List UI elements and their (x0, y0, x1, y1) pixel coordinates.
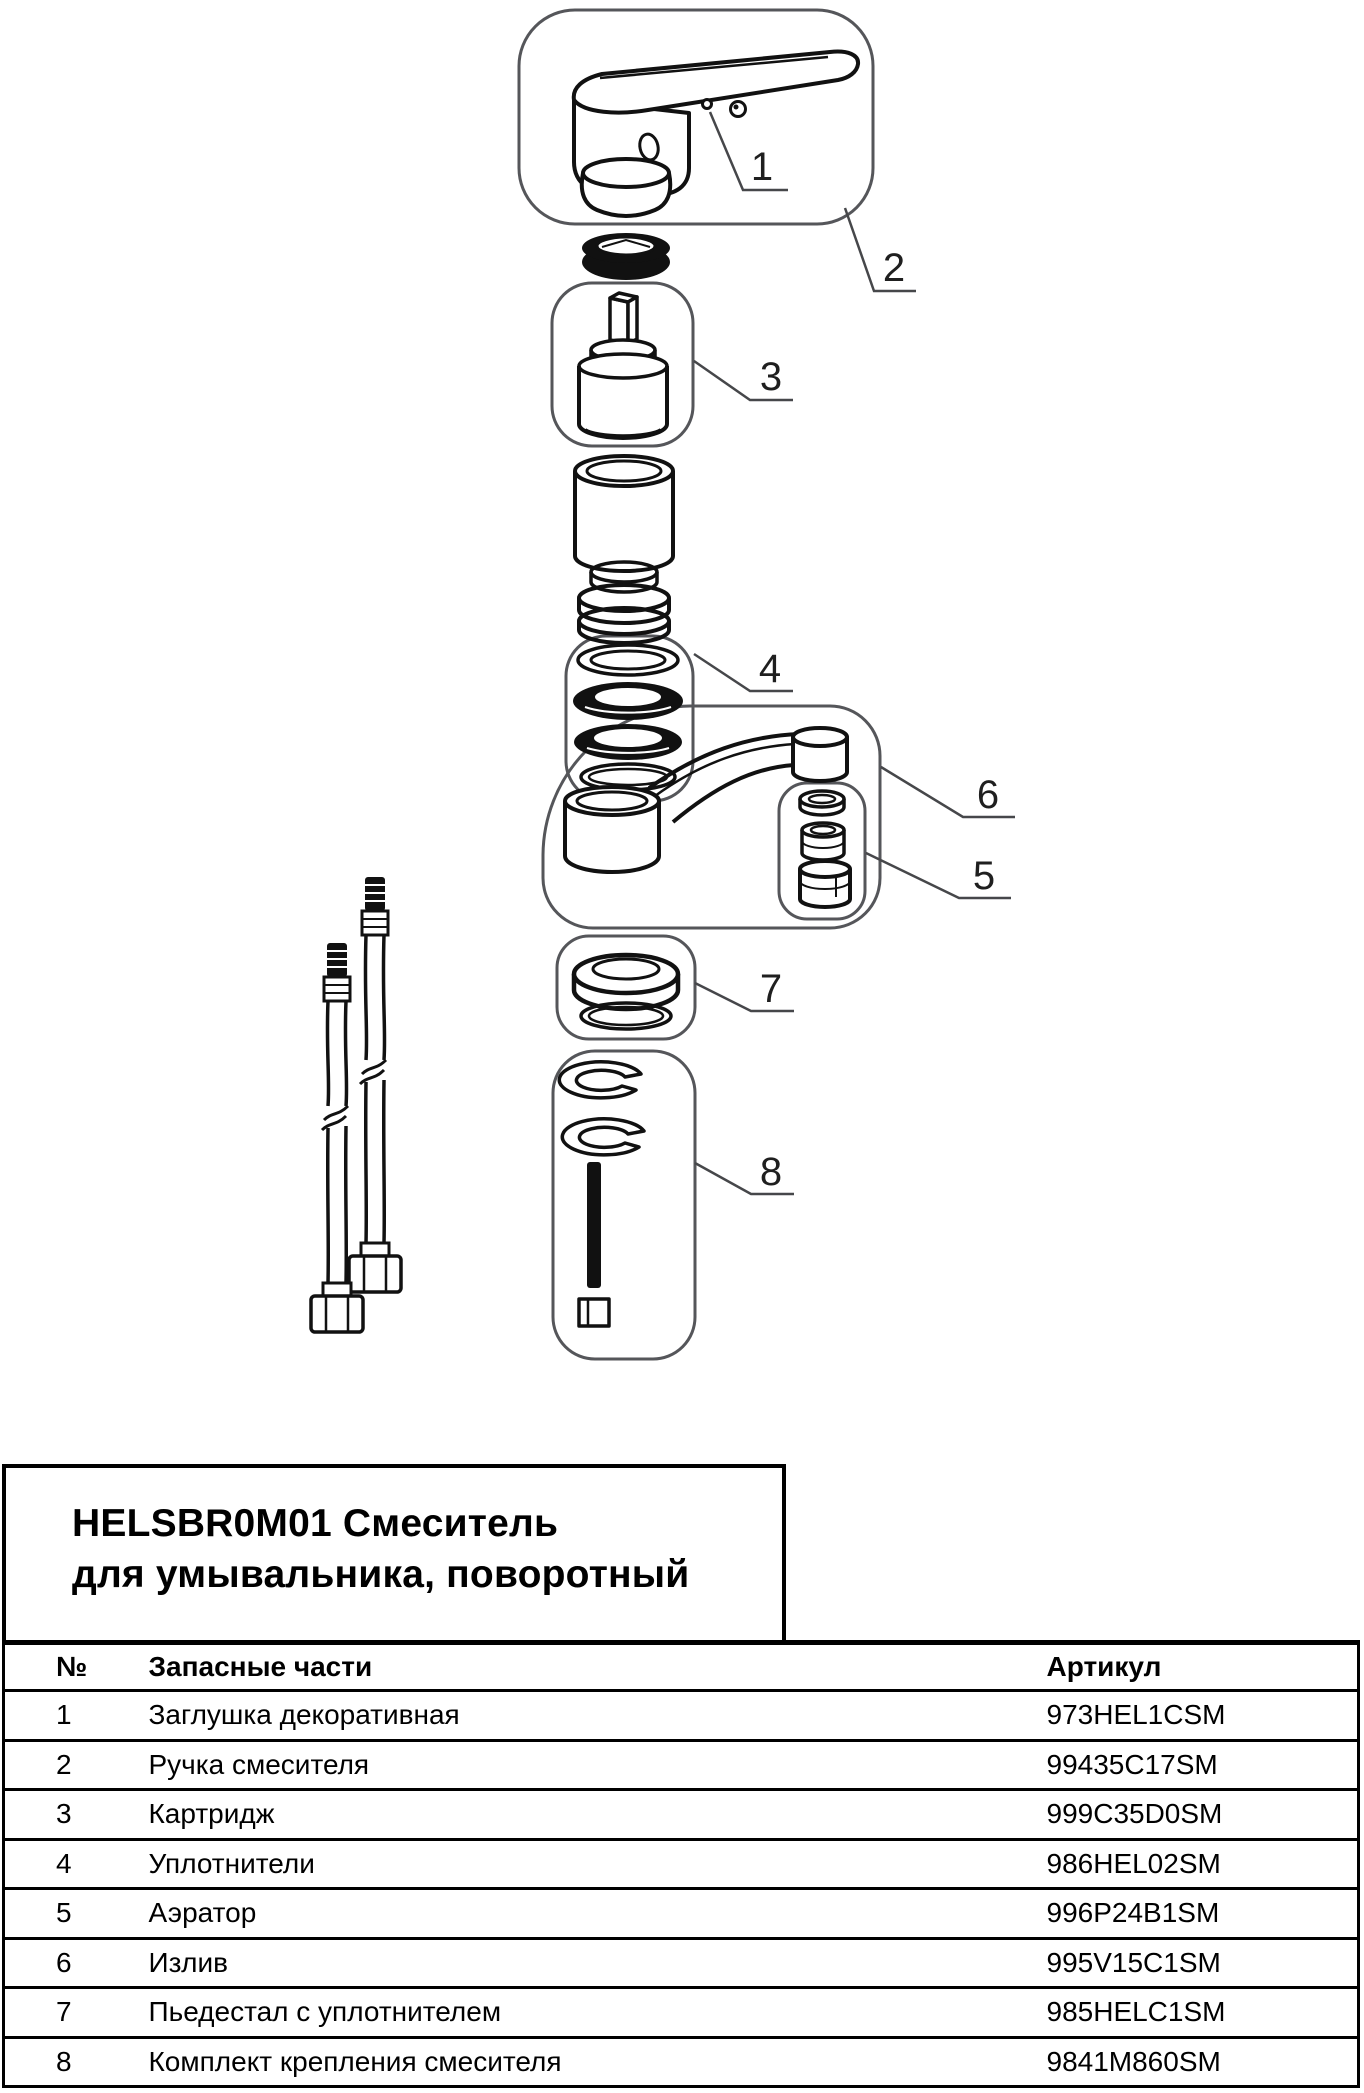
cell-name: Излив (148, 1946, 229, 1978)
cell-article: 973HEL1CSM (1046, 1699, 1226, 1731)
cell-name: Заглушка декоративная (148, 1699, 460, 1731)
decorative-plug-dots (703, 100, 746, 117)
threaded-stud (587, 1162, 601, 1288)
cell-name: Уплотнители (148, 1847, 315, 1879)
seal-rings (573, 645, 683, 790)
cell-num: 8 (56, 2045, 72, 2077)
callout-7-label: 7 (759, 967, 783, 1011)
table-row (4, 1839, 1359, 1889)
product-title-line1: HELSBR0M01 Смеситель (72, 1502, 559, 1545)
retaining-clip (559, 1062, 641, 1098)
header-name: Запасные части (148, 1651, 373, 1682)
table-header-row (4, 1643, 1359, 1691)
callout-6-label: 6 (976, 773, 1000, 817)
table-row (4, 1938, 1359, 1988)
table-row (4, 1988, 1359, 2038)
callout-2-label: 2 (882, 246, 906, 290)
table-row (4, 1740, 1359, 1790)
spare-parts-table (2, 1640, 1360, 2088)
pedestal-parts (574, 955, 678, 1029)
table-row (4, 1691, 1359, 1741)
cell-article: 999C35D0SM (1046, 1798, 1223, 1830)
table-row (4, 1889, 1359, 1939)
callout-4-label: 4 (758, 647, 782, 691)
cell-article: 996P24B1SM (1046, 1897, 1220, 1929)
table-row (4, 1790, 1359, 1840)
cell-article: 99435C17SM (1046, 1748, 1218, 1780)
callout-1-label: 1 (750, 145, 774, 189)
cell-num: 5 (56, 1897, 72, 1929)
cell-article: 9841M860SM (1046, 2045, 1221, 2077)
cell-name: Аэратор (148, 1897, 257, 1929)
table-row (4, 2037, 1359, 2087)
supply-hose (349, 877, 401, 1292)
cell-name: Пьедестал с уплотнителем (148, 1996, 502, 2028)
handle-dome-cap (582, 159, 670, 216)
supply-hoses (311, 877, 401, 1332)
cell-num: 6 (56, 1946, 72, 1978)
handle-nut-ring (582, 233, 670, 280)
callout-8-label: 8 (759, 1150, 783, 1194)
cell-num: 2 (56, 1748, 72, 1780)
mounting-nut (579, 1299, 609, 1326)
cell-num: 1 (56, 1699, 72, 1731)
cell-article: 995V15C1SM (1046, 1946, 1221, 1978)
aerator-parts (800, 791, 850, 907)
mounting-kit-parts (559, 1062, 644, 1326)
cell-num: 4 (56, 1847, 72, 1879)
cell-name: Ручка смесителя (148, 1748, 370, 1780)
callout-5-label: 5 (972, 854, 996, 898)
product-title-line2: для умывальника, поворотный (72, 1553, 690, 1596)
title-block (2, 1464, 786, 1640)
cell-name: Комплект крепления смесителя (148, 2045, 562, 2077)
cell-num: 3 (56, 1798, 72, 1830)
cell-name: Картридж (148, 1798, 275, 1830)
cartridge (579, 293, 667, 438)
mounting-kit-box (553, 1051, 695, 1359)
callout-1-leader (710, 112, 788, 190)
callout-3-label: 3 (759, 355, 783, 399)
header-article: Артикул (1046, 1651, 1162, 1682)
header-num: № (56, 1651, 88, 1682)
cell-article: 986HEL02SM (1046, 1847, 1221, 1879)
cartridge-cover (575, 456, 673, 643)
cell-num: 7 (56, 1996, 72, 2028)
retaining-clip (562, 1119, 644, 1155)
cell-article: 985HELC1SM (1046, 1996, 1226, 2028)
callout-2-leader (845, 208, 916, 291)
